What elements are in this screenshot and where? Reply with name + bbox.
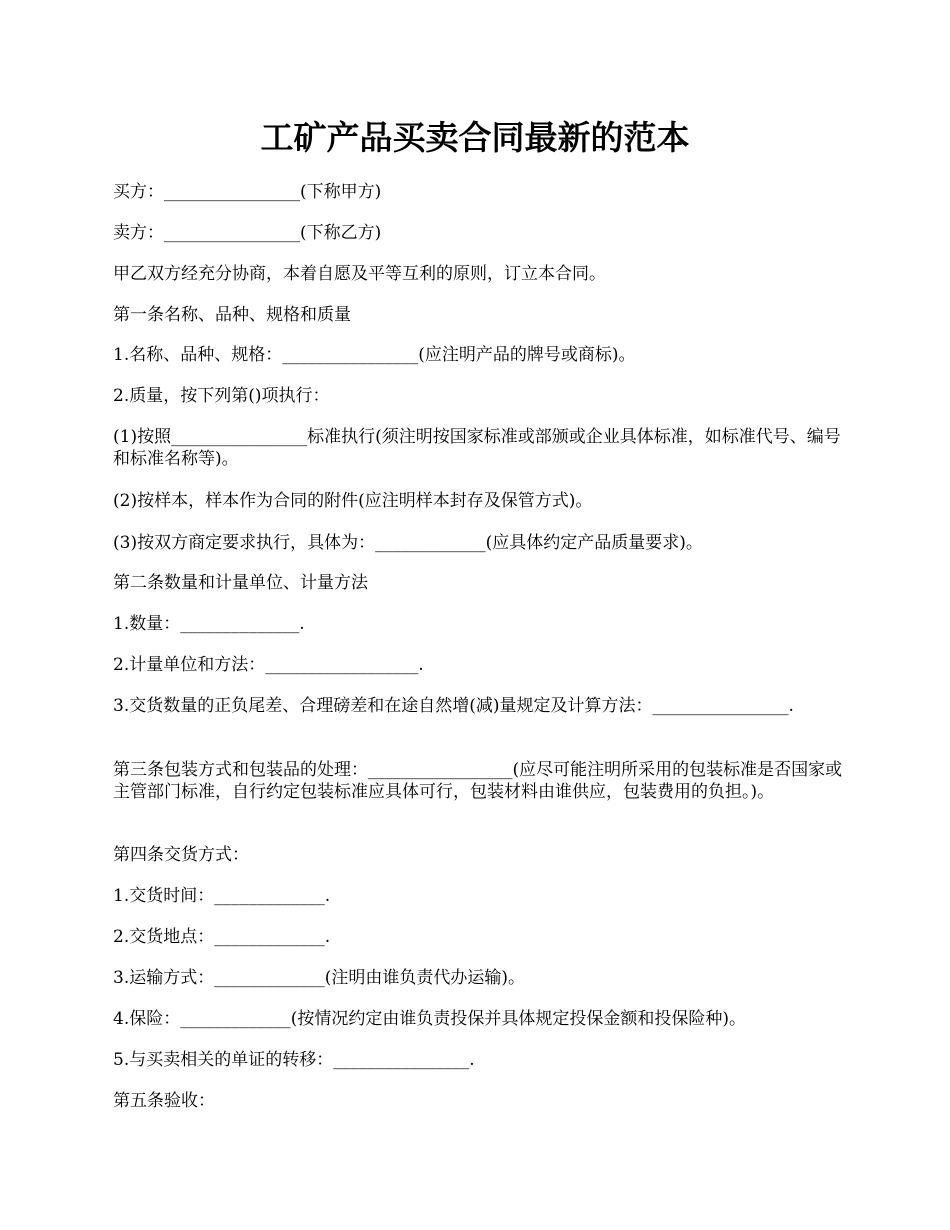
paragraph-item: 2.质量，按下列第()项执行： bbox=[113, 386, 330, 406]
paragraph-item: (3)按双方商定要求执行，具体为：_____________(应具体约定产品质量要求)。 bbox=[113, 533, 703, 553]
paragraph-item: 3.交货数量的正负尾差、合理磅差和在途自然增(减)量规定及计算方法：________________. bbox=[113, 696, 794, 716]
paragraph-item: (2)按样本，样本作为合同的附件(应注明样本封存及保管方式)。 bbox=[113, 491, 593, 511]
paragraph-buyer: 买方：________________(下称甲方) bbox=[113, 182, 382, 202]
paragraph-item: 1.名称、品种、规格：________________(应注明产品的牌号或商标)。 bbox=[113, 345, 636, 365]
paragraph-item: 2.计量单位和方法：__________________. bbox=[113, 655, 424, 675]
paragraph-intro: 甲乙双方经充分协商，本着自愿及平等互利的原则，订立本合同。 bbox=[113, 264, 606, 284]
paragraph-item: 1.数量：______________. bbox=[113, 614, 305, 634]
paragraph-seller: 卖方：________________(下称乙方) bbox=[113, 223, 382, 243]
paragraph-item: 1.交货时间：_____________. bbox=[113, 886, 331, 906]
clause-5-heading: 第五条验收： bbox=[113, 1091, 215, 1111]
clause-1-heading: 第一条名称、品种、规格和质量 bbox=[113, 305, 351, 325]
paragraph-item: 2.交货地点：_____________. bbox=[113, 927, 331, 947]
paragraph-item: 4.保险：_____________(按情况约定由谁负责投保并具体规定投保金额和投保险种)。 bbox=[113, 1009, 746, 1029]
clause-4-heading: 第四条交货方式： bbox=[113, 845, 249, 865]
document-title: 工矿产品买卖合同最新的范本 bbox=[260, 118, 690, 157]
paragraph-item: 3.运输方式：_____________(注明由谁负责代办运输)。 bbox=[113, 968, 525, 988]
clause-2-heading: 第二条数量和计量单位、计量方法 bbox=[113, 573, 368, 593]
clause-3-paragraph: 第三条包装方式和包装品的处理：_________________(应尽可能注明所采用的包装标准是否国家或主管部门标准，自行约定包装标准应具体可行，包装材料由谁供应，包装费用的负担。)。 bbox=[113, 760, 843, 802]
paragraph-item: 5.与买卖相关的单证的转移：________________. bbox=[113, 1050, 475, 1070]
paragraph-item: (1)按照________________标准执行(须注明按国家标准或部颁或企业具体标准，如标准代号、编号和标准名称等)。 bbox=[113, 427, 841, 469]
